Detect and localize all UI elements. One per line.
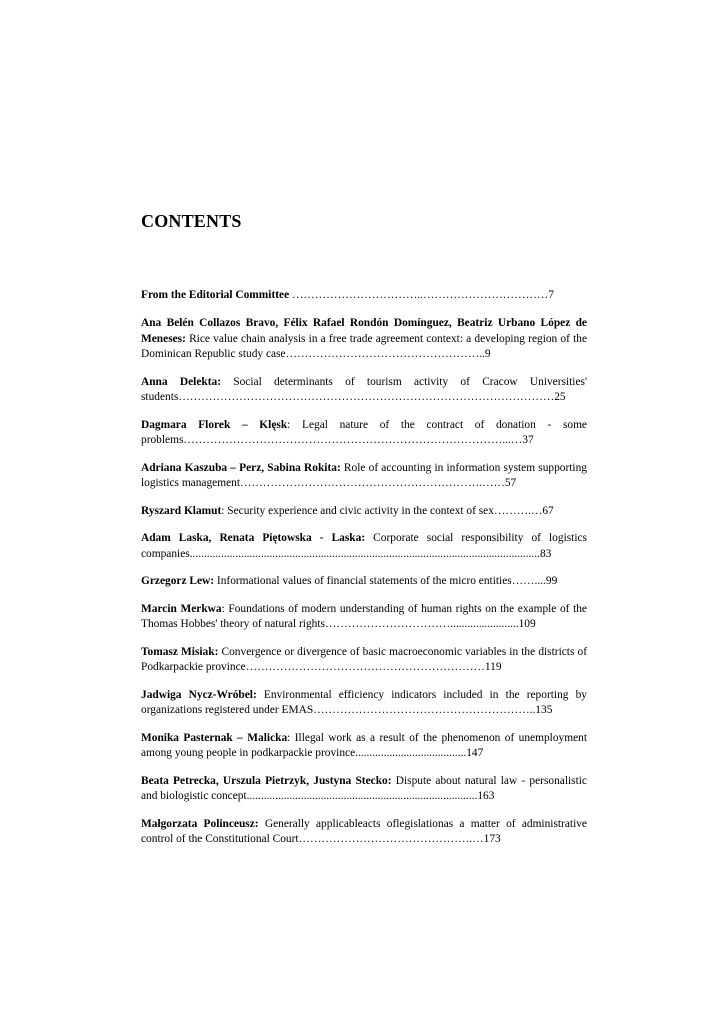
toc-entry	[141, 461, 587, 492]
toc-entry-title-page: Dispute about natural law - personalistic and biologistic concept.................................................................................163	[141, 774, 587, 803]
toc-entry-title-page: Role of accounting in information system supporting logistics management……………………………………………………….……57	[141, 461, 587, 489]
toc-entry-authors: Dagmara Florek – Klęsk	[141, 418, 288, 431]
toc-entry-authors: Beata Petrecka, Urszula Pietrzyk, Justyna Stecko:	[141, 774, 392, 787]
toc-entry-authors: Marcin Merkwa	[141, 602, 222, 615]
toc-entry	[141, 375, 587, 406]
toc-entry-authors: Grzegorz Lew:	[141, 575, 215, 588]
toc-entry-authors: Adam Laska, Renata Piętowska - Laska:	[141, 532, 366, 545]
toc-entry-authors: Anna Delekta:	[141, 375, 221, 388]
toc-entry	[141, 316, 587, 362]
toc-entry	[141, 774, 587, 805]
toc-entry	[141, 574, 587, 589]
toc-entry	[141, 731, 587, 762]
toc-entry-authors: From the Editorial Committee	[141, 289, 290, 301]
toc-entry	[141, 602, 587, 633]
table-of-contents	[141, 288, 587, 860]
toc-entry-title-page: Rice value chain analysis in a free trade agreement context: a developing region of the Dominican Republic study case……………………………………………..9	[141, 332, 587, 360]
toc-entry-authors: Ryszard Klamut	[141, 504, 222, 517]
toc-entry-authors: Małgorzata Polinceusz:	[141, 817, 259, 830]
toc-entry-authors: Jadwiga Nycz-Wróbel:	[141, 688, 257, 701]
toc-entry	[141, 531, 587, 562]
toc-entry-title-page: ……………………………..……………………………7	[289, 289, 554, 301]
toc-entry-authors: Monika Pasternak – Malicka	[141, 731, 288, 744]
contents-heading: CONTENTS	[141, 211, 242, 231]
toc-entry-title-page: Corporate social responsibility of logistics companies...........................................................................................................................83	[141, 532, 587, 560]
toc-entry	[141, 504, 587, 519]
toc-entry-title-page: Convergence or divergence of basic macroeconomic variables in the districts of Podkarpackie province………………………………………………………119	[141, 645, 587, 674]
toc-entry-title-page: Social determinants of tourism activity of Cracow Universities' students………………………………………………………………………………………25	[141, 375, 587, 403]
toc-entry-authors: Ana Belén Collazos Bravo, Félix Rafael Rondón Domínguez, Beatriz Urbano López de Meneses:	[141, 317, 587, 345]
toc-entry	[141, 688, 587, 719]
toc-entry-authors: Tomasz Misiak:	[141, 645, 219, 658]
toc-entry	[141, 418, 587, 449]
toc-entry-title-page: Environmental efficiency indicators included in the reporting by organizations registered under EMAS…………………………………………………..135	[141, 688, 587, 717]
toc-entry	[141, 817, 587, 848]
toc-entry-title-page: : Legal nature of the contract of donation - some problems…………………………………………………………………………...…37	[141, 418, 587, 446]
toc-entry	[141, 645, 587, 676]
toc-entry-title-page: Generally applicableacts oflegislationas a matter of administrative control of the Constitutional Court……………………………………….…173	[141, 817, 587, 846]
toc-entry-authors: Adriana Kaszuba – Perz, Sabina Rokita:	[141, 461, 341, 474]
toc-entry-editorial	[141, 288, 587, 303]
toc-entry-title-page: Informational values of financial statements of the micro entities……....99	[214, 575, 558, 588]
toc-entry-title-page: : Foundations of modern understanding of human rights on the example of the Thomas Hobbes' theory of natural rights……………………………........................109	[141, 602, 587, 631]
toc-entry-title-page: : Illegal work as a result of the phenomenon of unemployment among young people in podkarpackie province.......................................147	[141, 731, 588, 760]
toc-entry-title-page: : Security experience and civic activity in the context of sex……….…67	[221, 504, 554, 517]
